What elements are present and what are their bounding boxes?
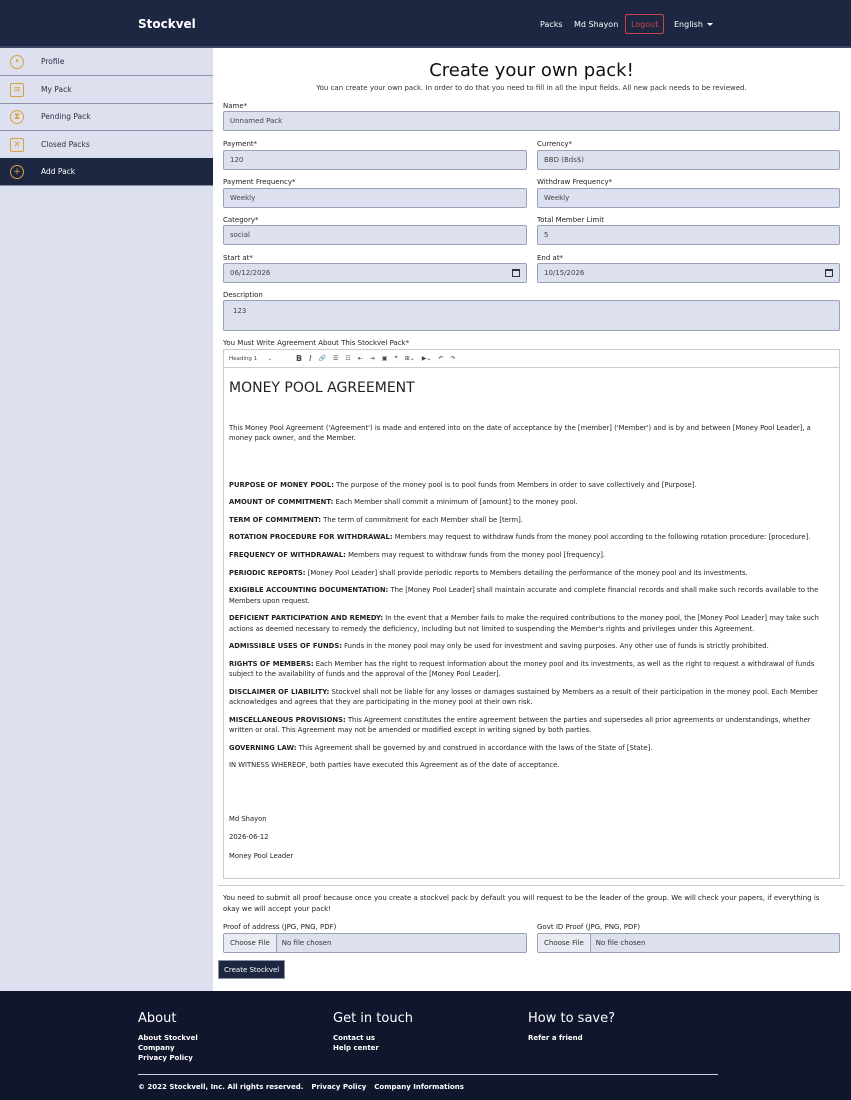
start-date-label: Start at* (223, 254, 253, 262)
agreement-clause (229, 613, 834, 634)
numbered-list-icon[interactable]: ☷ (345, 355, 351, 362)
clause-title: DEFICIENT PARTICIPATION AND REMEDY: (229, 614, 384, 623)
sidebar-item-label: My Pack (41, 85, 72, 94)
description-textarea[interactable]: 123 (223, 300, 840, 331)
file-name-text: No file chosen (595, 939, 646, 947)
start-date-input[interactable] (223, 263, 527, 283)
payment-frequency-label: Payment Frequency* (223, 178, 296, 186)
footer-about-column (138, 1011, 198, 1063)
bold-icon[interactable]: B (296, 354, 303, 363)
start-date-value: 06/12/2026 (230, 269, 271, 277)
footer-link-privacy[interactable]: Privacy Policy (138, 1054, 193, 1062)
footer-link-contact[interactable]: Contact us (333, 1034, 376, 1042)
footer (0, 991, 851, 1100)
brand-logo[interactable]: Stockvel (138, 17, 196, 31)
nav-packs-link[interactable]: Packs (540, 19, 563, 29)
clause-title: ADMISSIBLE USES OF FUNDS: (229, 642, 342, 651)
footer-divider (138, 1074, 718, 1075)
clause-text: The [Money Pool Leader] shall maintain accurate and complete financial records and shall make such records available to the Members upon request. (229, 586, 819, 605)
clause-title: RIGHTS OF MEMBERS: (229, 659, 314, 668)
footer-privacy-link[interactable]: Privacy Policy (311, 1083, 367, 1091)
end-date-value: 10/15/2026 (544, 269, 585, 277)
footer-save-column (528, 1011, 615, 1043)
clause-title: DISCLAIMER OF LIABILITY: (229, 687, 330, 696)
media-icon[interactable]: ▶⌄ (421, 355, 432, 362)
create-stockvel-button[interactable]: Create Stockvel (218, 960, 285, 979)
category-select[interactable]: social (223, 225, 527, 245)
withdraw-frequency-label: Withdraw Frequency* (537, 178, 613, 186)
clause-text: The term of commitment for each Member shall be [term]. (320, 515, 523, 524)
footer-contact-column (333, 1011, 413, 1053)
clause-title: EXIGIBLE ACCOUNTING DOCUMENTATION: (229, 586, 389, 595)
payment-input[interactable]: 120 (223, 150, 527, 170)
clause-text: Funds in the money pool may only be used for investment and saving purposes. Any other use of funds is strictly prohibited. (341, 642, 769, 651)
name-label: Name* (223, 102, 248, 110)
clause-text: This Agreement constitutes the entire agreement between the parties and supersedes all prior agreements or understandings, whether written or oral. This Agreement may not be amended or modified except in writing signed by both parties. (229, 715, 811, 735)
category-label: Category* (223, 216, 259, 224)
clause-text: Stockvel shall not be liable for any losses or damages sustained by Members as a result of their participation in the money pool. Each Member acknowledges and agrees that they are participating in the money pool at their own risk. (229, 687, 818, 707)
clause-title: MISCELLANEOUS PROVISIONS: (229, 715, 346, 724)
footer-heading: About (138, 1011, 177, 1026)
footer-link-help[interactable]: Help center (333, 1044, 379, 1052)
agreement-clause (229, 515, 834, 526)
heading-select-value: Heading 1 (229, 355, 258, 362)
image-icon[interactable]: ▣ (381, 355, 388, 362)
description-label: Description (223, 291, 263, 299)
agreement-signer: Md Shayon (229, 814, 267, 823)
proof-notice: You need to submit all proof because once you create a stockvel pack by default you will request to be the leader of the group. We will check your papers, if everything is okay we will accept your pack! (223, 894, 820, 913)
footer-bottom (138, 1083, 472, 1091)
sidebar-item-pending-pack[interactable] (0, 103, 213, 131)
agreement-clause (229, 659, 834, 680)
plus-circle-icon: + (10, 165, 24, 179)
clause-title: TERM OF COMMITMENT: (229, 515, 321, 524)
end-date-input[interactable] (537, 263, 840, 283)
agreement-clause (229, 641, 834, 652)
sidebar-item-closed-packs[interactable] (0, 131, 213, 159)
footer-link-about[interactable]: About Stockvel (138, 1034, 198, 1042)
copyright-text: © 2022 Stockvell, Inc. All rights reserved. (138, 1083, 304, 1091)
choose-file-button[interactable]: Choose File (538, 934, 591, 952)
close-box-icon: ✕ (10, 138, 24, 152)
page-title: Create your own pack! (429, 60, 634, 81)
clause-title: GOVERNING LAW: (229, 743, 297, 752)
clause-text: In the event that a Member fails to make the required contributions to the money pool, the [Money Pool Leader] may take such actions as deemed necessary to remedy the deficiency, including but not limited to suspending the Member's rights and privileges under this Agreement. (229, 614, 819, 633)
agreement-clause (229, 715, 834, 736)
clause-text: Each Member has the right to request information about the money pool and its investments, as well as the right to request a withdrawal of funds subject to the availability of funds and the approval of the [Money Pool Leader]. (229, 659, 815, 679)
agreement-clauses (229, 480, 834, 754)
calendar-icon[interactable] (825, 269, 833, 277)
sidebar-item-label: Pending Pack (41, 112, 91, 121)
agreement-clause (229, 568, 834, 579)
outdent-icon[interactable]: ⇤ (357, 355, 363, 362)
payment-frequency-select[interactable]: Weekly (223, 188, 527, 208)
user-circle-icon: • (10, 55, 24, 69)
choose-file-button[interactable]: Choose File (224, 934, 277, 952)
member-limit-input[interactable]: 5 (537, 225, 840, 245)
clause-text: [Money Pool Leader] shall provide periodic reports to Members detailing the performance of the money pool and its investments. (305, 568, 748, 577)
agreement-date: 2026-06-12 (229, 833, 269, 842)
sidebar (0, 48, 213, 991)
clause-text: Members may request to withdraw funds from the money pool according to the following rotation procedure: [procedure]. (392, 533, 811, 542)
page-subtitle: You can create your own pack. In order to do that you need to fill in all the input fields. All new pack needs to be reviewed. (316, 84, 747, 92)
agreement-clause (229, 532, 834, 543)
member-limit-label: Total Member Limit (537, 216, 604, 224)
heading-select[interactable]: Heading 1 ⌄ (229, 355, 273, 362)
package-icon: ≡ (10, 83, 24, 97)
agreement-label: You Must Write Agreement About This Stockvel Pack* (223, 339, 410, 347)
table-icon[interactable]: ⊞⌄ (404, 355, 415, 362)
footer-company-info-link[interactable]: Company Informations (374, 1083, 464, 1091)
redo-icon[interactable]: ↷ (450, 355, 456, 362)
agreement-clause (229, 687, 834, 708)
clause-title: ROTATION PROCEDURE FOR WITHDRAWAL: (229, 533, 393, 542)
agreement-clause (229, 497, 834, 508)
name-input[interactable]: Unnamed Pack (223, 111, 840, 131)
caret-down-icon (707, 23, 713, 26)
agreement-clause (229, 480, 834, 491)
sidebar-item-label: Add Pack (41, 167, 76, 176)
undo-icon[interactable]: ↶ (438, 355, 444, 362)
agreement-clause (229, 550, 834, 561)
proof-address-label: Proof of address (JPG, PNG, PDF) (223, 923, 337, 931)
govt-id-file-input[interactable] (537, 933, 840, 953)
agreement-heading: MONEY POOL AGREEMENT (229, 380, 415, 396)
govt-id-label: Govt ID Proof (JPG, PNG, PDF) (537, 923, 641, 931)
hourglass-icon: ⧗ (10, 110, 24, 124)
top-navbar (0, 0, 851, 48)
divider (218, 885, 845, 886)
currency-select[interactable]: BBD (Bds$) (537, 150, 840, 170)
footer-heading: How to save? (528, 1011, 616, 1026)
italic-icon[interactable]: I (309, 354, 312, 363)
sidebar-item-add-pack[interactable] (0, 158, 213, 186)
payment-label: Payment* (223, 140, 258, 148)
sidebar-item-label: Closed Packs (41, 140, 90, 149)
clause-text: The purpose of the money pool is to pool funds from Members in order to save collectively and [Purpose]. (333, 480, 697, 489)
language-dropdown[interactable] (674, 14, 713, 34)
sidebar-item-profile[interactable] (0, 48, 213, 76)
footer-link-refer[interactable]: Refer a friend (528, 1034, 583, 1042)
clause-title: PURPOSE OF MONEY POOL: (229, 480, 334, 489)
quote-icon[interactable]: ❝ (394, 355, 398, 362)
nav-user-link[interactable]: Md Shayon (574, 19, 619, 29)
agreement-witness: IN WITNESS WHEREOF, both parties have executed this Agreement as of the date of acceptance. (229, 761, 560, 770)
agreement-intro: This Money Pool Agreement ('Agreement') is made and entered into on the date of acceptance by the [member] ('Member') and is by and between [Money Pool Leader], a money pack owner, and the Member. (229, 423, 811, 443)
clause-text: Members may request to withdraw funds from the money pool [frequency]. (345, 550, 606, 559)
language-label: English (674, 19, 703, 29)
footer-link-company[interactable]: Company (138, 1044, 175, 1052)
agreement-clause (229, 585, 834, 606)
bulleted-list-icon[interactable]: ☰ (332, 355, 339, 362)
end-date-label: End at* (537, 254, 564, 262)
clause-title: PERIODIC REPORTS: (229, 568, 306, 577)
editor-toolbar (223, 349, 840, 368)
clause-text: This Agreement shall be governed by and construed in accordance with the laws of the State of [State]. (296, 743, 653, 752)
clause-title: AMOUNT OF COMMITMENT: (229, 498, 334, 507)
clause-text: Each Member shall commit a minimum of [amount] to the money pool. (333, 498, 578, 507)
agreement-role: Money Pool Leader (229, 852, 294, 861)
clause-title: FREQUENCY OF WITHDRAWAL: (229, 550, 346, 559)
withdraw-frequency-select[interactable]: Weekly (537, 188, 840, 208)
calendar-icon[interactable] (512, 269, 520, 277)
sidebar-item-label: Profile (41, 57, 65, 66)
footer-heading: Get in touch (333, 1011, 413, 1026)
indent-icon[interactable]: ⇥ (369, 355, 375, 362)
file-name-text: No file chosen (281, 939, 332, 947)
proof-address-file-input[interactable] (223, 933, 527, 953)
link-icon[interactable]: 🔗 (318, 355, 326, 362)
logout-button[interactable]: Logout (625, 14, 664, 34)
currency-label: Currency* (537, 140, 573, 148)
agreement-clause (229, 743, 834, 754)
sidebar-item-my-pack[interactable] (0, 76, 213, 104)
agreement-editor[interactable] (223, 368, 840, 879)
